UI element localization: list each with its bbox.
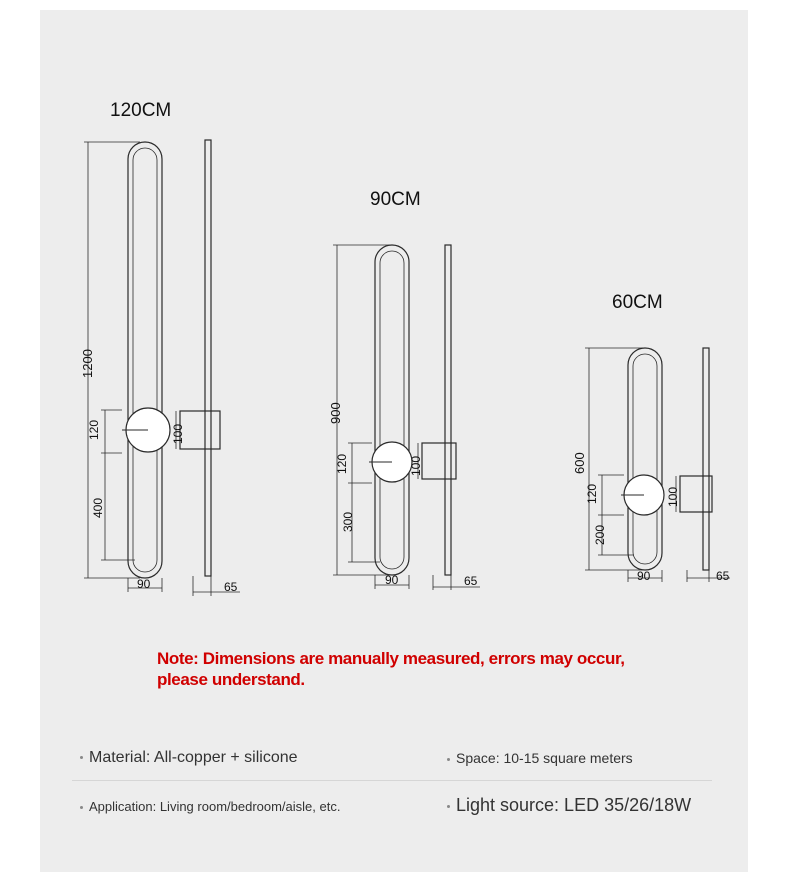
- spec-space: [447, 750, 633, 766]
- spec-material-text: Material: All-copper + silicone: [89, 749, 298, 766]
- globe-height-label: 120: [585, 483, 599, 504]
- lamp-frame-inner: [133, 148, 157, 572]
- spec-application: [80, 799, 340, 814]
- lamp-title: 90CM: [370, 189, 421, 210]
- bullet-dot-icon: [447, 805, 450, 808]
- spec-divider: [72, 780, 712, 781]
- height-label: 1200: [80, 349, 95, 378]
- lamp-title: 120CM: [110, 100, 172, 121]
- note-line-1: Note: Dimensions are manually measured, errors may occur,: [157, 649, 625, 668]
- side-bracket: [680, 476, 712, 512]
- depth-label: 65: [464, 574, 478, 588]
- bracket-label: 100: [409, 455, 423, 476]
- side-rod: [445, 245, 451, 575]
- side-rod: [703, 348, 709, 570]
- depth-label: 65: [224, 580, 238, 594]
- width-label: 90: [637, 569, 651, 583]
- spec-application-text: Application: Living room/bedroom/aisle, etc.: [89, 799, 341, 814]
- globe-height-label: 120: [87, 419, 101, 440]
- width-label: 90: [385, 573, 399, 587]
- bullet-dot-icon: [80, 806, 83, 809]
- spec-light-source: [447, 795, 691, 816]
- depth-label: 65: [716, 569, 730, 583]
- spec-space-text: Space: 10-15 square meters: [456, 750, 633, 766]
- side-rod: [205, 140, 211, 576]
- lamp-120cm: [80, 100, 240, 596]
- globe-height-label: 120: [335, 453, 349, 474]
- lamp-title: 60CM: [612, 292, 663, 313]
- height-label: 600: [572, 452, 587, 474]
- bullet-dot-icon: [447, 758, 450, 761]
- note-line-2: please understand.: [157, 670, 305, 689]
- bracket-label: 100: [666, 486, 680, 507]
- bracket-label: 100: [171, 423, 185, 444]
- lower-length-label: 300: [341, 511, 355, 532]
- lamp-60cm: [572, 292, 730, 583]
- side-bracket: [180, 411, 220, 449]
- lamp-90cm: [328, 189, 480, 590]
- measurement-note: [157, 648, 677, 690]
- lamp-frame-inner: [633, 354, 657, 564]
- height-label: 900: [328, 402, 343, 424]
- lower-length-label: 200: [593, 524, 607, 545]
- width-label: 90: [137, 577, 151, 591]
- lower-length-label: 400: [91, 497, 105, 518]
- spec-material: [80, 749, 298, 767]
- spec-light-source-text: Light source: LED 35/26/18W: [456, 795, 692, 815]
- lamp-frame-inner: [380, 251, 404, 569]
- bullet-dot-icon: [80, 756, 83, 759]
